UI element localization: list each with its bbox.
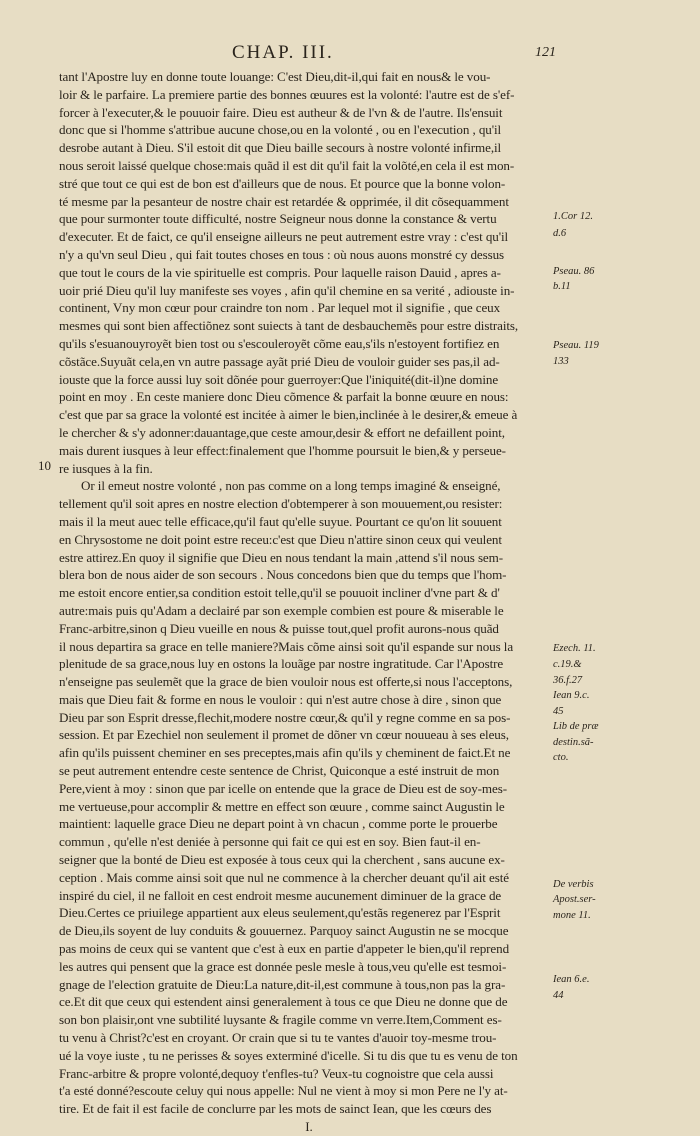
- text-line: ué la voye iuste , tu ne perisses & soyes exterminé d'icelle. Si tu dis que tu es venu de ton: [59, 1047, 518, 1063]
- text-line: t'a esté donné?escoute celuy qui nous appelle: Nul ne vient à moy si mon Pere ne l'y at-: [59, 1083, 508, 1099]
- text-line: n'y a qu'vn seul Dieu , qui fait toutes choses en tous : où nous auons monstré cy dessus: [59, 246, 505, 262]
- text-line: uoir prié Dieu qu'il luy manifeste ses voyes , afin qu'il chemine en sa verité , adiouste in-: [59, 282, 515, 298]
- text-line: point en moy . En ceste maniere donc Dieu cõmence & parfait la bonne œuure en nous:: [59, 389, 509, 405]
- text-line: afin qu'ils puissent cheminer en ses preceptes,mais afin qu'ils y cheminent de faict.Et ne: [59, 745, 511, 761]
- margin-note: Pseau. 119: [553, 340, 599, 351]
- text-line: ception . Mais comme ainsi soit que nul ne commence à la chercher deuant qu'il ait esté: [59, 869, 509, 885]
- margin-note: 133: [553, 356, 569, 367]
- text-line: me estoit encore entier,sa condition estoit telle,qu'il se pouuoit incliner d'vne part & d': [59, 585, 500, 601]
- text-line: stré que tout ce qui est de bon est d'ailleurs que de nous. Et pource que la bonne volon-: [59, 175, 506, 191]
- body-text: [59, 68, 559, 1136]
- margin-note: De verbis: [553, 879, 594, 890]
- text-line: Franc-arbitre & propre volonté,dequoy t'enfles-tu? Veux-tu cognoistre que cela aussi: [59, 1065, 494, 1081]
- text-line: maintient: laquelle grace Dieu ne depart point à vn chacun , comme porte le prouerbe: [59, 816, 498, 832]
- text-line: donc que si l'homme s'attribue aucune chose,ou en la volonté , ou en l'execution , qu'il: [59, 122, 502, 138]
- margin-note: Apost.ser-: [553, 894, 596, 905]
- text-line: de Dieu,ils soyent de luy conduits & gouuernez. Parquoy sainct Augustin ne se mocque: [59, 923, 509, 939]
- text-line: en Chrysostome ne doit point estre receu:c'est que Dieu n'attire sinon ceux qui veulent: [59, 531, 502, 547]
- text-line: tire. Et de fait il est facile de conclurre par les mots de sainct Iean, que les cœurs des: [59, 1101, 492, 1117]
- signature-mark: I.: [305, 1119, 313, 1135]
- margin-note: 36.f.27: [553, 675, 583, 686]
- margin-note: 45: [553, 706, 564, 717]
- text-line: Dieu par son Esprit dresse,flechit,modere nostre cœur,& qu'il y regne comme en sa pos-: [59, 709, 511, 725]
- text-line: continent, Vny mon cœur pour craindre ton nom . Par lequel mot il signifie , que ceux: [59, 300, 501, 316]
- text-line: mais que Dieu fait & forme en nous le vouloir : qui n'est autre chose à dire , sinon que: [59, 691, 502, 707]
- page-number: 121: [535, 45, 556, 60]
- text-line: que tout le cours de la vie spirituelle est compris. Pour laquelle raison Dauid , apres a-: [59, 264, 501, 280]
- text-line: son bon plaisir,ont vne subtilité luysante & fragile comme vn verre.Item,Comment es-: [59, 1012, 502, 1028]
- text-line: blera bon de nous aider de son secours . Nous concedons bien que du temps que l'hom-: [59, 567, 507, 583]
- text-line: desrobe autant à Dieu. S'il estoit dit que Dieu baille secours à nostre volonté infirme,il: [59, 140, 502, 156]
- text-line: loir & le parfaire. La premiere partie des bonnes œuures est la volonté: l'autre est de s'ef-: [59, 86, 515, 102]
- chapter-title: CHAP. III.: [232, 42, 334, 63]
- margin-note: c.19.&: [553, 659, 582, 670]
- text-line: Pere,vient à moy : sinon que par icelle on entende que la grace de Dieu est de soy-mes-: [59, 780, 507, 796]
- text-line: que pour surmonter toute difficulté, nostre Seigneur nous donne la constance & vertu: [59, 211, 497, 227]
- margin-note: Ezech. 11.: [553, 643, 596, 654]
- margin-note: Iean 6.e.: [553, 974, 590, 985]
- text-line: iouste que la force aussi luy soit dõnée pour guerroyer:Que l'iniquité(dit-il)ne domine: [59, 371, 499, 387]
- margin-note: d.6: [553, 228, 567, 239]
- text-line: commun , qu'elle n'est deniée à personne qui fait ce qui est en soy. Bien faut-il en-: [59, 834, 481, 850]
- text-line: tellement qu'il soit apres en nostre election d'obtemperer à son mouuement,ou resister:: [59, 496, 503, 512]
- text-line: mais il la meut auec telle efficace,qu'il faut qu'elle suyue. Pourtant ce qu'on lit souuent: [59, 513, 502, 529]
- margin-note: mone 11.: [553, 910, 591, 921]
- margin-note: b.11: [553, 281, 571, 292]
- margin-note: destin.sã-: [553, 737, 594, 748]
- margin-note: Iean 9.c.: [553, 690, 590, 701]
- text-line: mesmes qui sont bien affectiõnez sont suiects à tant de desbauchemẽs pour estre distraits,: [59, 318, 519, 334]
- margin-note: cto.: [553, 752, 569, 763]
- text-line: session. Et par Ezechiel non seulement il promet de dõner vn cœur nouueau à ses eleus,: [59, 727, 509, 743]
- text-line: tant l'Apostre luy en donne toute louange: C'est Dieu,dit-il,qui fait en nous& le vou-: [59, 69, 491, 84]
- text-line: le chercher & s'y adonner:dauantage,que ceste amour,desir & effort ne defaillent point,: [59, 424, 505, 440]
- line-marker: 10: [38, 458, 51, 473]
- text-line: Or il emeut nostre volonté , non pas comme on a long temps imaginé & enseigné,: [81, 478, 501, 494]
- text-line: les autres qui pensent que la grace est donnée pesle mesle à tous,veu qu'elle est tesmoi-: [59, 958, 507, 974]
- text-line: n'enseigne pas seulemẽt que la grace de bien vouloir nous est offerte,si nous l'acceptons,: [59, 674, 513, 690]
- text-line: qu'ils s'esuanouyroyẽt bien tost ou s'escouleroyẽt cõme eau,s'ils n'estoyent fortifiez en: [59, 335, 500, 351]
- text-line: inspiré du ciel, il ne falloit en cest endroit mesme aucunement diminuer de la grace de: [59, 887, 502, 903]
- text-line: nous seroit laissé quelque chose:mais quãd il est dit qu'il fait la volõté,en cela il est mon-: [59, 157, 515, 173]
- text-line: d'executer. Et de faict, ce qu'il enseigne ailleurs ne peut autrement estre vray : c'est qu'il: [59, 229, 509, 245]
- text-line: Dieu.Certes ce priuilege appartient aux eleus seulement,qu'estãs regenerez par l'Esprit: [59, 905, 501, 921]
- text-line: Franc-arbitre,sinon q Dieu vueille en nous & puisse tout,quel profit aurons-nous quãd: [59, 620, 499, 636]
- running-header: [0, 42, 700, 66]
- text-line: cõstãce.Suyuãt cela,en vn autre passage ayãt prié Dieu de vouloir guider ses pas,il ad-: [59, 353, 500, 369]
- text-line: se peut autrement entendre ceste sentence de Christ, Quiconque a esté instruit de mon: [59, 763, 500, 779]
- margin-note: Lib de præ: [553, 721, 599, 732]
- text-line: ce.Et dit que ceux qui estendent ainsi generalement à tous ce que Dieu ne donne que de: [59, 994, 508, 1010]
- text-line: re iusques à la fin.: [59, 460, 153, 476]
- text-line: me vertueuse,pour accomplir & mettre en effect son œuure , comme sainct Augustin le: [59, 798, 505, 814]
- text-line: autre:mais puis qu'Adam a declairé par son exemple combien est poure & miserable le: [59, 602, 504, 618]
- text-line: gnage de l'election gratuite de Dieu:La nature,dit-il,est commune à tous,non pas la gra-: [59, 976, 506, 992]
- text-line: pas moins de ceux qui se vantent que c'est à eux en partie d'appeter le bien,qu'il reprend: [59, 941, 510, 957]
- text-line: c'est que par sa grace la volonté est incitée à aimer le bien,inclinée à le desirer,& emeue à: [59, 407, 518, 423]
- text-line: tu venu à Christ?c'est en croyant. Or crain que si tu te vantes d'auoir toy-mesme trou-: [59, 1030, 497, 1046]
- text-line: mais durent iusques à leur effect:finalement que l'homme poursuit le bien,& y perseue-: [59, 442, 506, 458]
- text-line: estre attirez.En quoy il signifie que Dieu en nous tendant la main ,attend s'il nous sem-: [59, 549, 503, 565]
- text-line: forcer à l'executer,& le pouuoir faire. Dieu est autheur & de l'vn & de l'autre. Ils'ensuit: [59, 104, 503, 120]
- margin-note: 44: [553, 990, 564, 1001]
- text-line: plenitude de sa grace,nous luy en ostons la louãge par nostre ingratitude. Car l'Apostre: [59, 656, 504, 672]
- text-line: té mesme par la pesanteur de nostre chair est retardée & opprimée, il dit cõsequamment: [59, 193, 509, 209]
- margin-note: 1.Cor 12.: [553, 211, 593, 222]
- text-line: il nous departira sa grace en telle maniere?Mais cõme ainsi soit qu'il espande sur nous la: [59, 638, 514, 654]
- text-line: seigner que la bonté de Dieu est exposée à tous ceux qui la cherchent , sans aucune ex-: [59, 852, 505, 868]
- margin-note: Pseau. 86: [553, 266, 595, 277]
